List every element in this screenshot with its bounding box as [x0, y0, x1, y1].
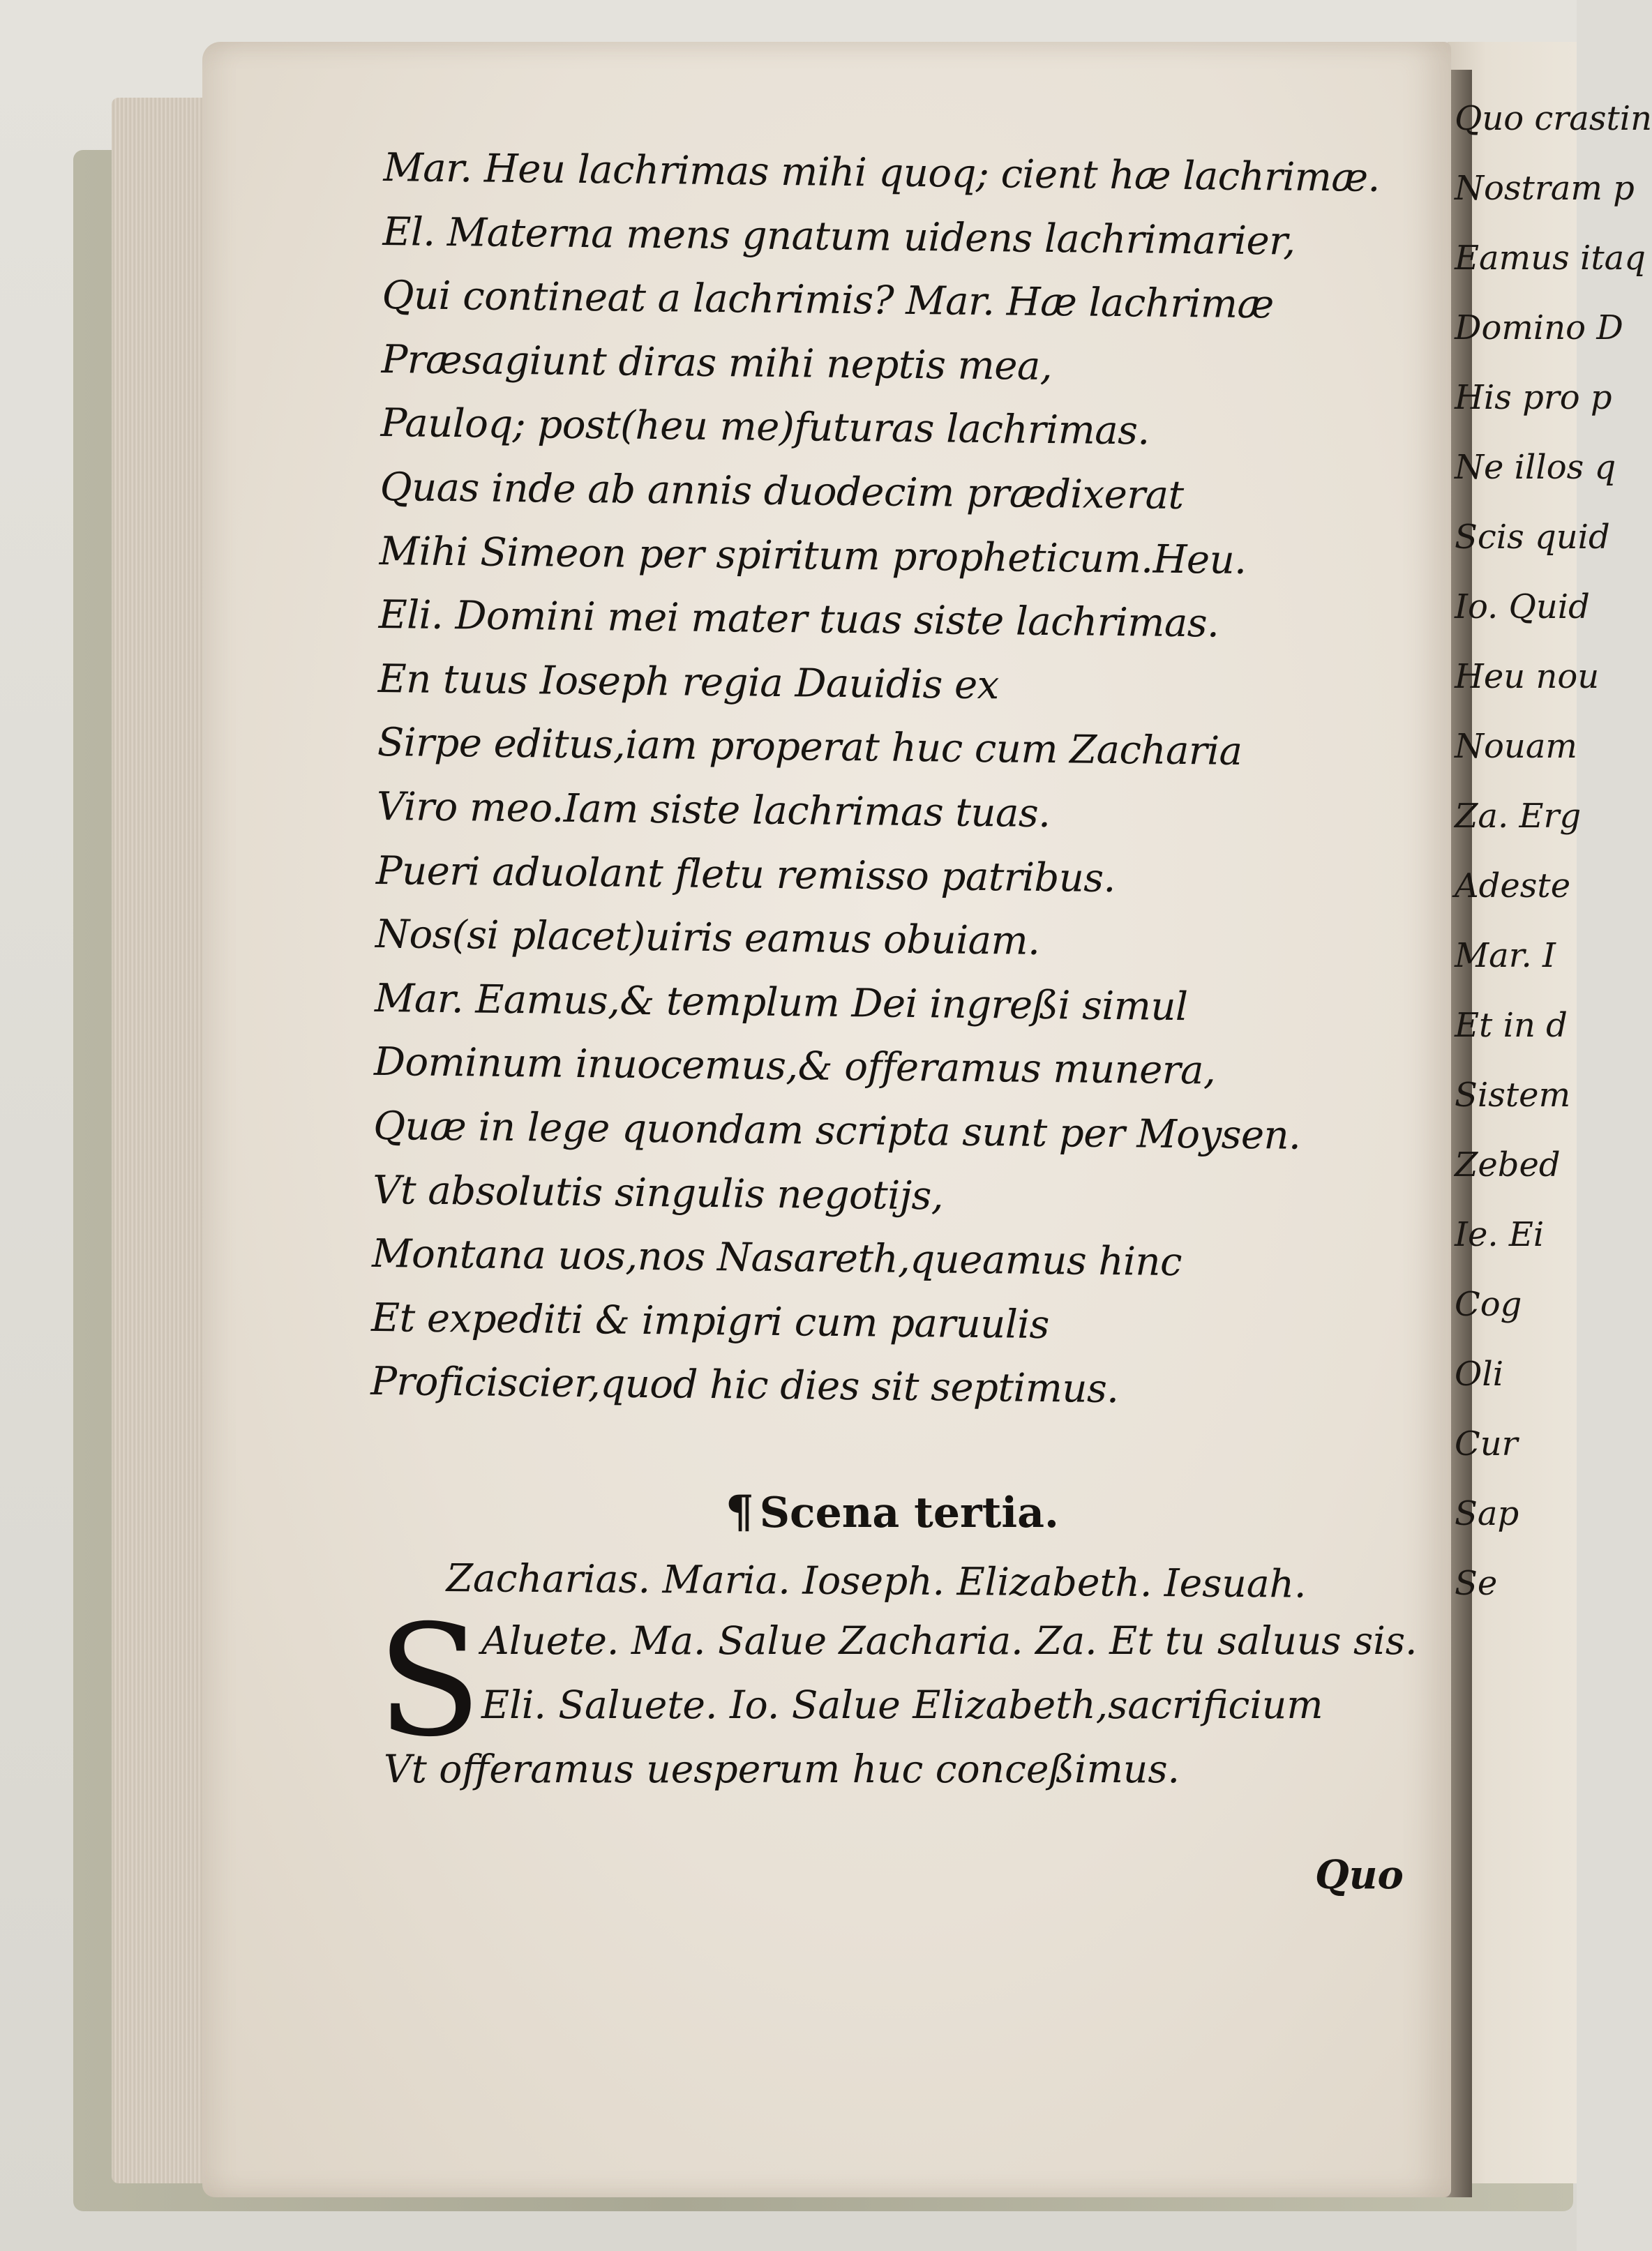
- pilcrow-icon: ¶: [726, 1486, 754, 1538]
- text-line: Eli. Saluete. Io. Salue Elizabeth,sacrificium: [481, 1682, 1323, 1727]
- catchword: Quo: [1315, 1852, 1404, 1898]
- text-line: El. Materna mens gnatum uidens lachrimarier,: [382, 209, 1296, 264]
- text-line: Cog: [1455, 1285, 1522, 1324]
- text-line: Za. Erg: [1455, 797, 1582, 836]
- text-line: Domino D: [1455, 308, 1623, 347]
- text-line: Quo crastin: [1455, 99, 1652, 138]
- text-line: Heu nou: [1455, 657, 1600, 696]
- text-line: His pro p: [1455, 378, 1612, 417]
- text-line: Viro meo.Iam siste lachrimas tuas.: [376, 783, 1051, 836]
- text-line: Sirpe editus,iam properat huc cum Zacharia: [377, 720, 1242, 775]
- text-line: Mar. I: [1455, 936, 1556, 975]
- text-line: Eamus itaq: [1455, 239, 1646, 278]
- text-line: Qui contineat a lachrimis? Mar. Hæ lachrimæ: [382, 273, 1275, 328]
- text-line: Nostram p: [1455, 169, 1635, 208]
- text-line: Montana uos,nos Nasareth,queamus hinc: [371, 1231, 1182, 1286]
- text-line: Aluete. Ma. Salue Zacharia. Za. Et tu saluus sis.: [481, 1618, 1418, 1663]
- scene-heading-text: Scena tertia.: [759, 1489, 1059, 1537]
- right-page-text: [1455, 84, 1652, 1618]
- scene-heading: [726, 1486, 1059, 1538]
- character-list: Zacharias. Maria. Ioseph. Elizabeth. Iesuah.: [446, 1556, 1307, 1606]
- text-line: Eli. Domini mei mater tuas siste lachrimas.: [378, 592, 1219, 647]
- text-line: Et in d: [1455, 1006, 1568, 1045]
- verse-text: [370, 136, 1402, 1424]
- text-line: En tuus Ioseph regia Dauidis ex: [377, 656, 1000, 709]
- text-line: Præsagiunt diras mihi neptis mea,: [381, 336, 1053, 389]
- text-line: Vt absolutis singulis negotijs,: [372, 1167, 944, 1219]
- text-line: Mihi Simeon per spiritum propheticum.Heu.: [379, 528, 1247, 583]
- text-line: Dominum inuocemus,& offeramus munera,: [373, 1039, 1216, 1094]
- text-line: Pueri aduolant fletu remisso patribus.: [375, 848, 1116, 901]
- text-line: Proficiscier,quod hic dies sit septimus.: [370, 1359, 1119, 1413]
- text-line: Cur: [1455, 1424, 1518, 1463]
- text-line: Ie. Ei: [1455, 1215, 1545, 1254]
- text-line: Io. Quid: [1455, 587, 1590, 626]
- text-line: Sap: [1455, 1494, 1519, 1533]
- text-line: Pauloq; post(heu me)futuras lachrimas.: [380, 400, 1150, 454]
- text-line: Nos(si placet)uiris eamus obuiam.: [375, 912, 1040, 965]
- text-line: Adeste: [1455, 866, 1571, 905]
- text-line: Quæ in lege quondam scripta sunt per Moysen.: [373, 1103, 1301, 1159]
- text-line: Sistem: [1455, 1076, 1571, 1115]
- dropcap-letter: S: [377, 1592, 482, 1770]
- text-line: Se: [1455, 1564, 1498, 1603]
- text-line: Mar. Heu lachrimas mihi quoq; cient hæ lachrimæ.: [383, 144, 1381, 201]
- text-line: Mar. Eamus,& templum Dei ingreßi simul: [374, 975, 1188, 1030]
- text-line: Vt offeramus uesperum huc conceßimus.: [384, 1747, 1180, 1791]
- text-line: Ne illos q: [1455, 448, 1616, 487]
- text-line: Quas inde ab annis duodecim prædixerat: [380, 464, 1184, 519]
- text-line: Zebed: [1455, 1145, 1561, 1184]
- text-line: Oli: [1455, 1355, 1504, 1394]
- text-line: Scis quid: [1455, 518, 1610, 557]
- text-line: Nouam: [1455, 727, 1577, 766]
- text-line: Et expediti & impigri cum paruulis: [370, 1295, 1050, 1348]
